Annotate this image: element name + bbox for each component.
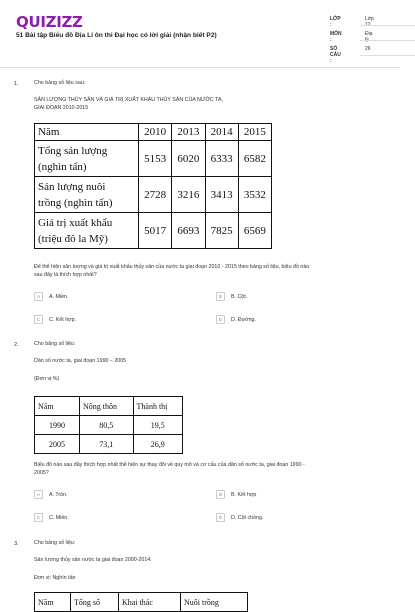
table-cell: 2728	[139, 177, 172, 213]
table-header-cell: 2015	[238, 124, 271, 141]
table-header-cell: 2013	[172, 124, 205, 141]
table-header-row	[35, 593, 248, 612]
row-label-line: Sản lượng nuôi	[38, 180, 106, 193]
option-text: B. Cột.	[231, 293, 248, 300]
option-text: C. Miền.	[49, 514, 69, 521]
question-3-caption: Sản lượng thủy sản nước ta giai đoạn 2000-2014.	[34, 557, 152, 563]
option-letter-box: B	[216, 490, 225, 499]
option-letter-box: A	[34, 292, 43, 301]
table-cell: 5153	[139, 141, 172, 177]
question-1-caption-line2: GIAI ĐOẠN 2010-2015	[34, 105, 89, 111]
option-text: A. Miền.	[49, 293, 69, 300]
question-1-number: 1.	[14, 81, 19, 87]
meta-class-value: Lớp	[365, 16, 374, 22]
table-cell: 6333	[205, 141, 238, 177]
table-row	[35, 416, 183, 435]
meta-underline	[360, 40, 415, 41]
table-cell: 6693	[172, 213, 205, 249]
table-row	[35, 213, 272, 249]
question-2-text-line1: Biểu đồ nào sau đây thích hợp nhất thể hiện sự thay đổi về quy mô và cơ cấu của dân số nước ta, giai đoạn 1990 -	[34, 462, 305, 468]
question-1-caption-line1: SẢN LƯỢNG THỦY SẢN VÀ GIÁ TRỊ XUẤT KHẨU THỦY SẢN CỦA NƯỚC TA,	[34, 97, 223, 103]
table-cell: 6582	[238, 141, 271, 177]
table-cell: 6569	[238, 213, 271, 249]
question-2-intro: Cho bảng số liệu:	[34, 341, 76, 347]
table-header-cell: Khai thác	[119, 593, 181, 612]
option-letter-box: D	[216, 513, 225, 522]
table-cell: 19,5	[133, 416, 182, 435]
table-cell: 2005	[35, 435, 80, 454]
meta-count-label: SỐ CÂU :	[330, 46, 341, 64]
row-label-line: (nghìn tấn)	[38, 160, 87, 173]
option-text: D. Cột chồng.	[231, 514, 264, 521]
meta-count-value: 26	[365, 46, 371, 52]
table-header-cell: Tổng số	[71, 593, 119, 612]
option-letter-box: C	[34, 315, 43, 324]
table-row	[35, 177, 272, 213]
option-text: D. Đường.	[231, 316, 256, 323]
table-cell: 7825	[205, 213, 238, 249]
question-3-intro: Cho bảng số liệu:	[34, 540, 76, 546]
question-2-number: 2.	[14, 342, 19, 348]
table-header-cell: 2014	[205, 124, 238, 141]
question-1-intro: Cho bảng số liệu sau:	[34, 80, 86, 86]
question-1-table	[34, 123, 272, 249]
table-header-cell: Năm	[35, 124, 139, 141]
table-cell: 80,5	[80, 416, 134, 435]
row-label-line: (triệu đô la Mỹ)	[38, 232, 108, 245]
table-row	[35, 435, 183, 454]
meta-subject-value: Địa	[365, 31, 373, 37]
meta-underline	[360, 25, 415, 26]
option-letter-box: D	[216, 315, 225, 324]
table-header-row	[35, 397, 183, 416]
table-cell: 6020	[172, 141, 205, 177]
meta-underline	[360, 55, 415, 56]
table-cell: 26,9	[133, 435, 182, 454]
option-letter-box: A	[34, 490, 43, 499]
option-text: A. Tròn.	[49, 491, 68, 498]
question-1-text-line2: sau đây là thích hợp nhất?	[34, 272, 97, 278]
option-letter-box: B	[216, 292, 225, 301]
table-header-cell: 2010	[139, 124, 172, 141]
question-3-unit: Đơn vị: Nghìn tấn	[34, 575, 76, 581]
table-header-cell: Thành thị	[133, 397, 182, 416]
document-title: 51 Bài tập Biểu đồ Địa Lí ôn thi Đại học có lời giải (nhận biết P2)	[16, 32, 217, 39]
option-text: C. Kết hợp.	[49, 316, 77, 323]
table-header-cell: Năm	[35, 397, 80, 416]
quizizz-logo: QUIZIZZ	[16, 13, 83, 31]
question-2-table	[34, 396, 183, 454]
question-3-table	[34, 592, 248, 612]
table-cell: 1990	[35, 416, 80, 435]
option-letter-box: C	[34, 513, 43, 522]
table-cell: 5017	[139, 213, 172, 249]
meta-subject-label: MÔN :	[330, 31, 342, 43]
option-text: B. Kết hợp	[231, 491, 257, 498]
meta-class-label: LỚP :	[330, 16, 341, 28]
table-row-label	[35, 177, 139, 213]
row-label-line: Giá trị xuất khẩu	[38, 216, 113, 229]
question-1-text-line1: Để thể hiện sản lượng và giá trị xuất khẩu thủy sản của nước ta giai đoạn 2010 - 2015 theo bảng số liệu, biểu đồ nào	[34, 264, 310, 270]
question-3-number: 3.	[14, 541, 19, 547]
table-header-cell: Nuôi trồng	[181, 593, 248, 612]
question-2-caption: Dân số nước ta, giai đoạn 1990 – 2005	[34, 358, 127, 364]
table-row-label	[35, 213, 139, 249]
table-cell: 3216	[172, 177, 205, 213]
table-row-label	[35, 141, 139, 177]
row-label-line: trồng (nghìn tấn)	[38, 196, 113, 209]
table-header-row	[35, 124, 272, 141]
table-cell: 3413	[205, 177, 238, 213]
table-cell: 73,1	[80, 435, 134, 454]
table-row	[35, 141, 272, 177]
question-2-unit: (Đơn vị:%)	[34, 376, 60, 382]
question-2-text-line2: 2005?	[34, 470, 49, 476]
table-cell: 3532	[238, 177, 271, 213]
page-header	[0, 0, 400, 68]
row-label-line: Tổng sản lượng	[38, 144, 108, 157]
table-header-cell: Năm	[35, 593, 71, 612]
table-header-cell: Nông thôn	[80, 397, 134, 416]
